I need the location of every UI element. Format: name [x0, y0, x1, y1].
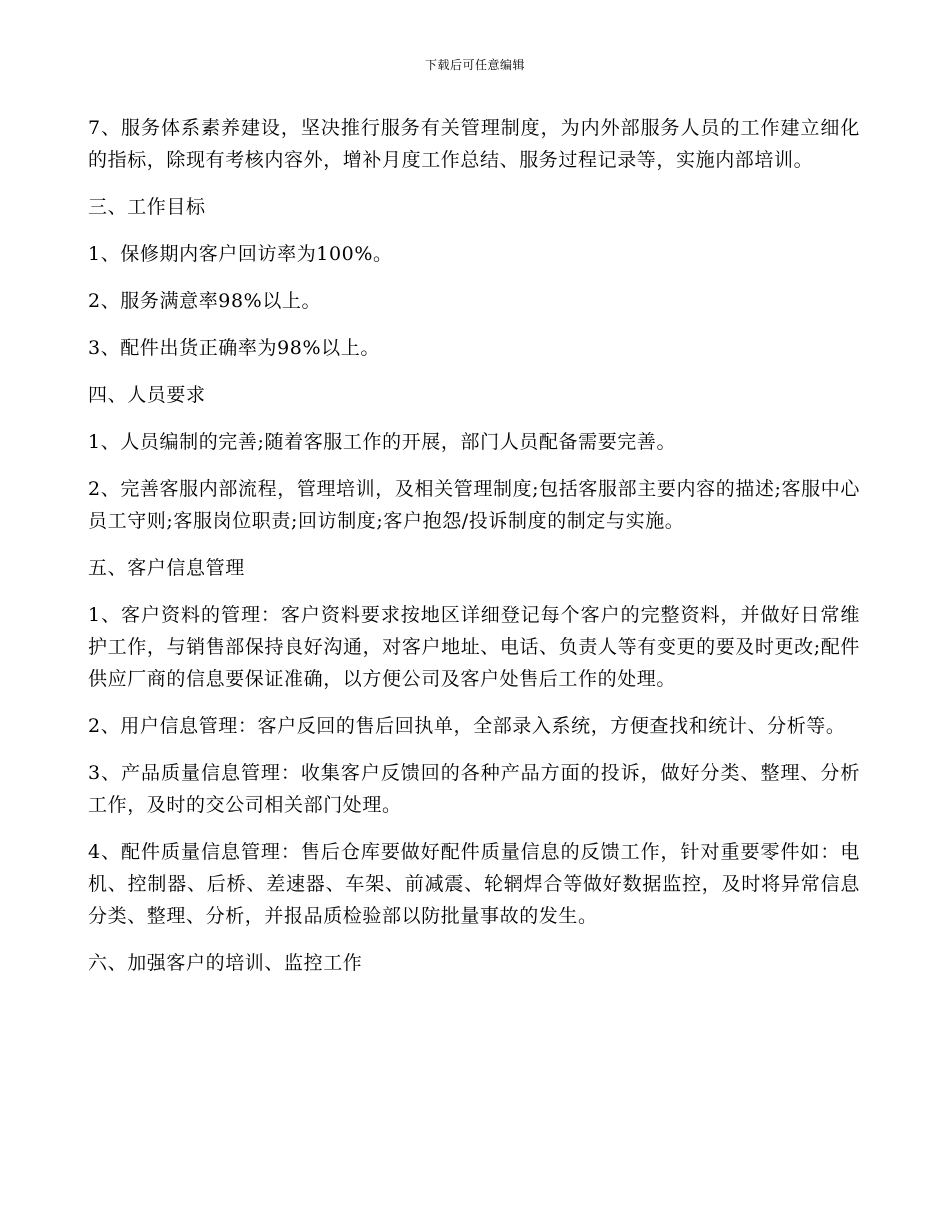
paragraph-service-system: 7、服务体系素养建设，坚决推行服务有关管理制度，为内外部服务人员的工作建立细化的指标，除现有考核内容外，增补月度工作总结、服务过程记录等，实施内部培训。 — [88, 117, 860, 171]
paragraph-staff-1: 1、人员编制的完善;随着客服工作的开展，部门人员配备需要完善。 — [88, 431, 677, 453]
heading-customer-info: 五、客户信息管理 — [88, 557, 245, 579]
document-body — [88, 112, 860, 994]
heading-work-goals: 三、工作目标 — [88, 196, 206, 218]
paragraph-goal-3: 3、配件出货正确率为98%以上。 — [88, 337, 380, 359]
paragraph-goal-1: 1、保修期内客户回访率为100%。 — [88, 243, 393, 265]
heading-staff-requirements: 四、人员要求 — [88, 384, 206, 406]
paragraph-goal-2: 2、服务满意率98%以上。 — [88, 290, 322, 312]
paragraph-info-2: 2、用户信息管理：客户反回的售后回执单，全部录入系统，方便查找和统计、分析等。 — [88, 715, 846, 737]
heading-customer-training: 六、加强客户的培训、监控工作 — [88, 952, 363, 974]
paragraph-info-1: 1、客户资料的管理：客户资料要求按地区详细登记每个客户的完整资料，并做好日常维护工作，与销售部保持良好沟通，对客户地址、电话、负责人等有变更的要及时更改;配件供应厂商的信息要保证准确，以方便公司及客户处售后工作的处理。 — [88, 604, 860, 690]
paragraph-staff-2: 2、完善客服内部流程，管理培训，及相关管理制度;包括客服部主要内容的描述;客服中心员工守则;客服岗位职责;回访制度;客户抱怨/投诉制度的制定与实施。 — [88, 478, 860, 532]
paragraph-info-4: 4、配件质量信息管理：售后仓库要做好配件质量信息的反馈工作，针对重要零件如：电机、控制器、后桥、差速器、车架、前减震、轮辋焊合等做好数据监控，及时将异常信息分类、整理、分析，并报品质检验部以防批量事故的发生。 — [88, 841, 860, 927]
page-header: 下载后可任意编辑 — [424, 58, 525, 72]
paragraph-info-3: 3、产品质量信息管理：收集客户反馈回的各种产品方面的投诉，做好分类、整理、分析工作，及时的交公司相关部门处理。 — [88, 762, 860, 816]
